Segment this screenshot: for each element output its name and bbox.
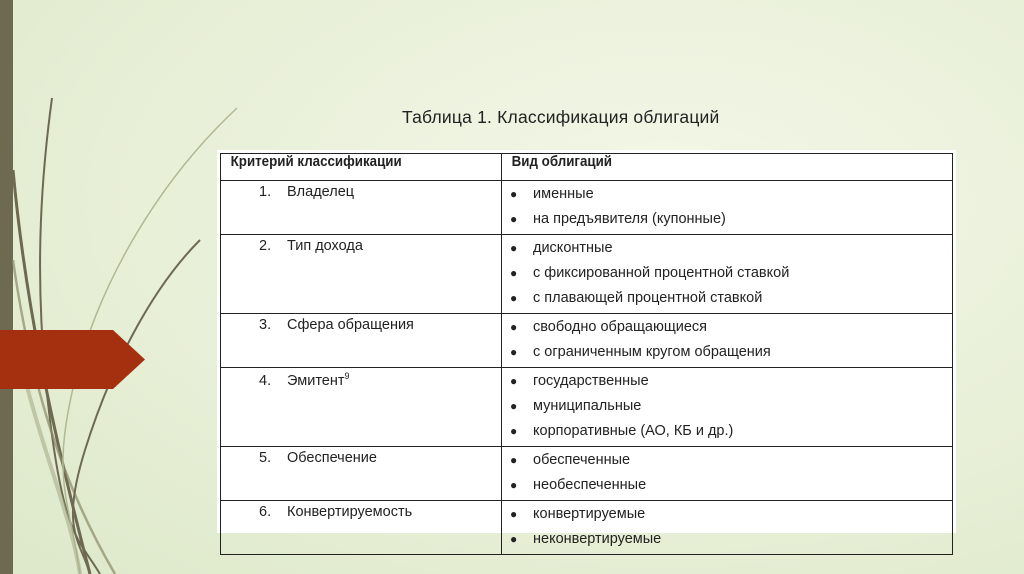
bullet-icon: ● bbox=[510, 424, 518, 438]
kind-cell bbox=[502, 447, 953, 501]
table-row bbox=[221, 447, 953, 501]
list-item bbox=[502, 371, 952, 396]
list-item bbox=[502, 450, 952, 475]
bullet-icon: ● bbox=[510, 374, 518, 388]
list-item bbox=[502, 317, 952, 342]
row-number: 5. bbox=[259, 450, 272, 466]
kind-label: государственные bbox=[533, 373, 649, 389]
bullet-icon: ● bbox=[510, 266, 518, 280]
criterion-cell bbox=[221, 181, 502, 235]
list-item bbox=[502, 263, 952, 288]
bullet-icon: ● bbox=[510, 187, 518, 201]
criterion-cell bbox=[221, 314, 502, 368]
criterion-label: Владелец bbox=[287, 184, 355, 200]
list-item bbox=[502, 184, 952, 209]
bullet-icon: ● bbox=[510, 291, 518, 305]
kind-label: муниципальные bbox=[533, 398, 642, 414]
classification-table bbox=[217, 150, 956, 547]
kind-label: обеспеченные bbox=[533, 452, 631, 468]
criterion-label: Эмитент bbox=[287, 372, 345, 389]
kind-label: корпоративные (АО, КБ и др.) bbox=[533, 423, 734, 439]
bullet-icon: ● bbox=[510, 241, 518, 255]
kind-cell bbox=[502, 501, 953, 555]
kind-label: конвертируемые bbox=[533, 506, 646, 522]
kind-cell bbox=[502, 368, 953, 447]
kind-label: на предъявителя (купонные) bbox=[533, 211, 726, 227]
criterion-cell bbox=[221, 501, 502, 555]
list-item bbox=[502, 475, 952, 500]
kind-label: с плавающей процентной ставкой bbox=[533, 290, 763, 306]
row-number: 1. bbox=[259, 184, 272, 200]
kind-label: дисконтные bbox=[533, 240, 613, 256]
slide-title: Таблица 1. Классификация облигаций bbox=[402, 107, 720, 127]
table-row bbox=[221, 235, 953, 314]
list-item bbox=[502, 288, 952, 313]
row-number: 4. bbox=[259, 372, 272, 389]
bullet-icon: ● bbox=[510, 399, 518, 413]
kind-label: с ограниченным кругом обращения bbox=[533, 344, 771, 360]
bullet-icon: ● bbox=[510, 320, 518, 334]
bullet-icon: ● bbox=[510, 507, 518, 521]
kind-label: необеспеченные bbox=[533, 477, 647, 493]
criterion-label: Тип дохода bbox=[287, 238, 363, 254]
list-item bbox=[502, 529, 952, 554]
kind-label: неконвертируемые bbox=[533, 531, 662, 547]
list-item bbox=[502, 238, 952, 263]
kind-cell bbox=[502, 181, 953, 235]
criterion-cell bbox=[221, 447, 502, 501]
table-header-row bbox=[221, 154, 953, 181]
kind-label: свободно обращающиеся bbox=[533, 319, 708, 335]
table-row bbox=[221, 181, 953, 235]
list-item bbox=[502, 396, 952, 421]
list-item bbox=[502, 421, 952, 446]
table-row bbox=[221, 501, 953, 555]
bullet-icon: ● bbox=[510, 478, 518, 492]
kind-label: именные bbox=[533, 186, 594, 202]
criterion-label: Сфера обращения bbox=[287, 317, 414, 333]
row-number: 2. bbox=[259, 238, 272, 254]
table-row bbox=[221, 368, 953, 447]
list-item bbox=[502, 342, 952, 367]
kind-cell bbox=[502, 314, 953, 368]
header-criterion: Критерий классификации bbox=[221, 154, 480, 181]
row-number: 6. bbox=[259, 504, 272, 520]
bullet-icon: ● bbox=[510, 532, 518, 546]
bullet-icon: ● bbox=[510, 212, 518, 226]
table-row bbox=[221, 314, 953, 368]
list-item bbox=[502, 209, 952, 234]
bullet-icon: ● bbox=[510, 453, 518, 467]
kind-label: с фиксированной процентной ставкой bbox=[533, 265, 790, 281]
bullet-icon: ● bbox=[510, 345, 518, 359]
criterion-cell bbox=[221, 235, 502, 314]
footnote-marker: 9 bbox=[344, 371, 350, 381]
list-item bbox=[502, 504, 952, 529]
criterion-label: Обеспечение bbox=[287, 450, 377, 466]
criterion-cell bbox=[221, 368, 502, 447]
kind-cell bbox=[502, 235, 953, 314]
criterion-label: Конвертируемость bbox=[287, 504, 413, 520]
header-kind: Вид облигаций bbox=[502, 154, 917, 181]
row-number: 3. bbox=[259, 317, 272, 333]
